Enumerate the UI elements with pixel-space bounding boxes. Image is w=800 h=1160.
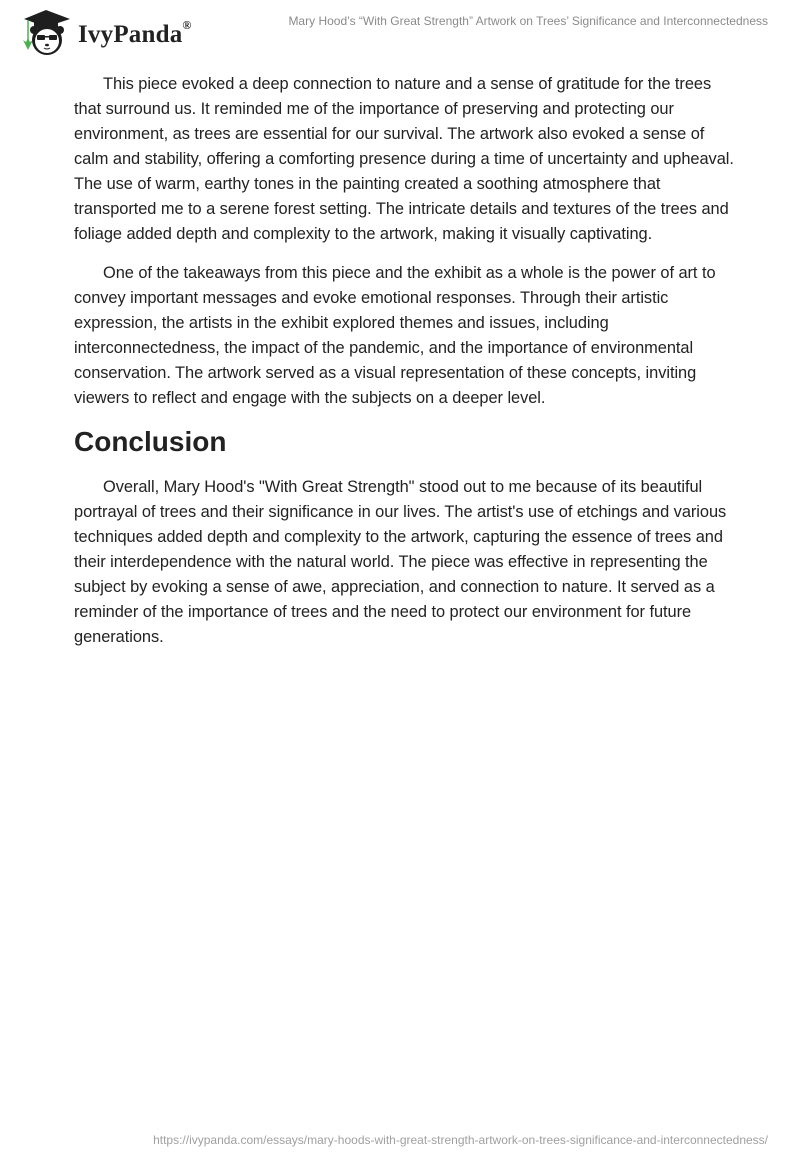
running-title: Mary Hood’s “With Great Strength” Artwork on Trees’ Significance and Interconnectedness bbox=[288, 14, 768, 28]
ivypanda-logo[interactable] bbox=[16, 6, 192, 58]
article-body bbox=[74, 72, 734, 664]
registered-mark: ® bbox=[182, 17, 192, 32]
body-paragraph: This piece evoked a deep connection to nature and a sense of gratitude for the trees that surround us. It reminded me of the importance of preserving and protecting our environment, as trees are essential for our survival. The artwork also evoked a sense of calm and stability, offering a comforting presence during a time of uncertainty and upheaval. The use of warm, earthy tones in the painting created a soothing atmosphere that transported me to a serene forest setting. The intricate details and textures of the trees and foliage added depth and complexity to the artwork, making it visually captivating. bbox=[74, 75, 734, 243]
conclusion-paragraph: Overall, Mary Hood's "With Great Strength" stood out to me because of its beautiful portrayal of trees and their significance in our lives. The artist's use of etchings and various techniques added depth and complexity to the artwork, capturing the essence of trees and their interdependence with the natural world. The piece was effective in representing the subject by evoking a sense of awe, appreciation, and connection to nature. It served as a reminder of the importance of trees and the need to protect our environment for future generations. bbox=[74, 478, 727, 646]
logo-name: IvyPanda bbox=[78, 21, 183, 48]
page-header bbox=[0, 0, 800, 60]
conclusion-heading: Conclusion bbox=[74, 426, 227, 457]
logo-wordmark bbox=[78, 17, 192, 49]
body-paragraph: One of the takeaways from this piece and the exhibit as a whole is the power of art to convey important messages and evoke emotional responses. Through their artistic expression, the artists in the exhibit explored themes and issues, including interconnectedness, the impact of the pandemic, and the importance of environmental conservation. The artwork served as a visual representation of these concepts, inviting viewers to reflect and engage with the subjects on a deeper level. bbox=[74, 264, 716, 407]
source-url-link[interactable]: https://ivypanda.com/essays/mary-hoods-with-great-strength-artwork-on-trees-significance-and-interconnectedness/ bbox=[153, 1133, 768, 1147]
panda-graduate-icon bbox=[16, 6, 76, 58]
